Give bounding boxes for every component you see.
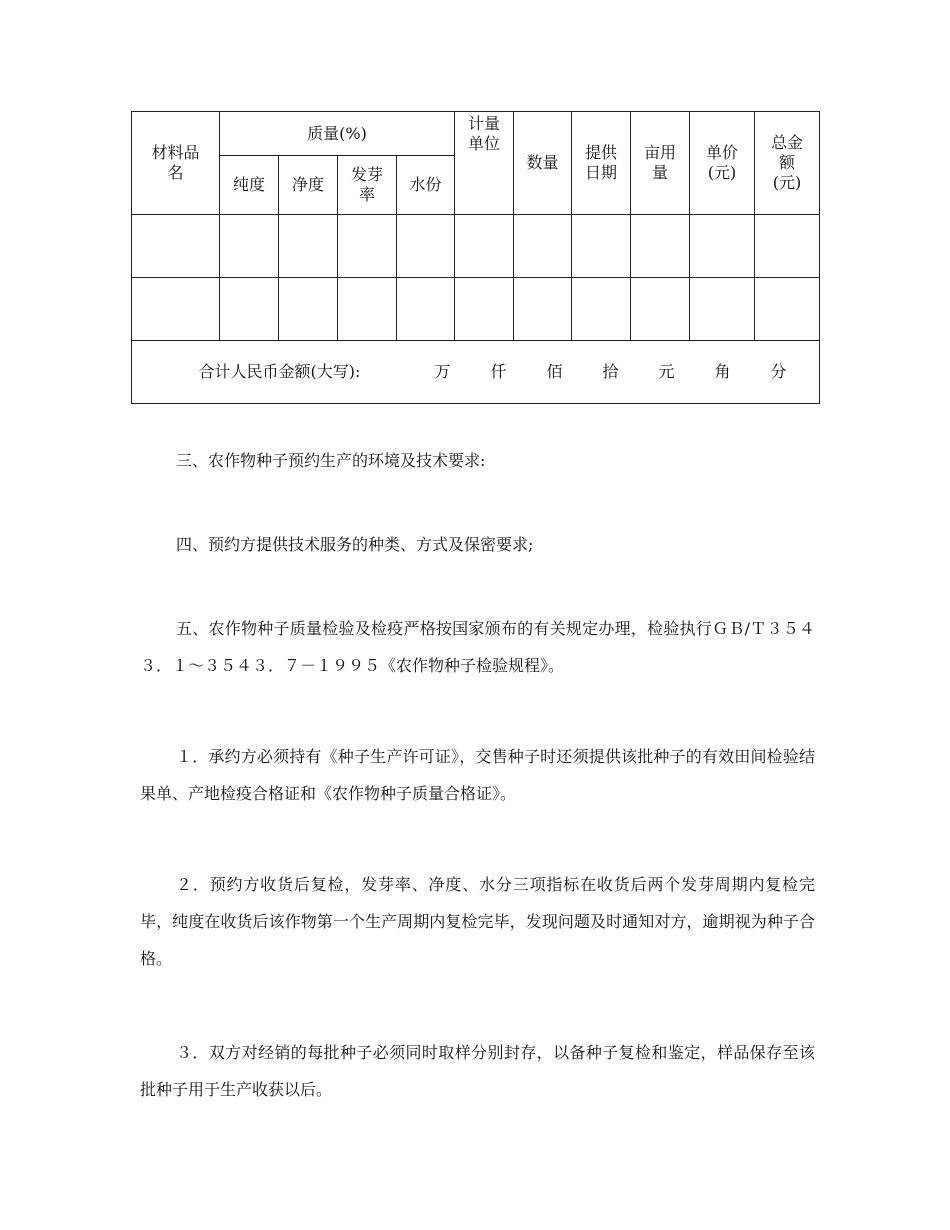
header-unit-price: 单价 (元) [690,112,755,215]
table-cell [631,278,690,341]
table-cell [279,215,338,278]
header-unit: 计量 单位 [455,112,514,215]
header-germination: 发芽 率 [338,156,397,215]
table-cell [397,278,455,341]
table-cell [455,278,514,341]
table-cell [338,278,397,341]
clause-3-paragraph: ３．双方对经销的每批种子必须同时取样分别封存，以备种子复检和鉴定，样品保存至该批种子用于生产收获以后。 [140,1043,815,1099]
total-amount-cell [132,341,820,404]
table-cell [397,215,455,278]
table-cell [572,278,631,341]
unit-qian: 仟 [490,362,507,381]
section-4-paragraph: 四、预约方提供技术服务的种类、方式及保密要求; [176,535,534,554]
clause-1-paragraph: １．承约方必须持有《种子生产许可证》，交售种子时还须提供该批种子的有效田间检验结果单、产地检疫合格证和《农作物种子质量合格证》。 [140,747,815,803]
clause-2-paragraph: ２．预约方收货后复检，发芽率、净度、水分三项指标在收货后两个发芽周期内复检完毕，纯度在收货后该作物第一个生产周期内复检完毕，发现问题及时通知对方，逾期视为种子合格。 [140,875,815,968]
unit-fen: 分 [770,362,787,381]
material-quality-table [131,111,820,404]
table-cell [631,215,690,278]
header-supply-date: 提供 日期 [572,112,631,215]
unit-bai: 佰 [546,362,563,381]
table-total-row [132,341,820,404]
header-purity: 纯度 [220,156,279,215]
unit-jiao: 角 [714,362,731,381]
unit-shi: 拾 [602,362,619,381]
table-cell [514,278,572,341]
table-row [132,215,820,278]
header-per-mu: 亩用 量 [631,112,690,215]
table-cell [514,215,572,278]
table-cell [338,215,397,278]
section-3-paragraph: 三、农作物种子预约生产的环境及技术要求: [176,451,486,470]
table-cell [132,278,220,341]
unit-yuan: 元 [658,362,675,381]
table-row [132,278,820,341]
table-header-row-1 [132,112,820,156]
header-cleanliness: 净度 [279,156,338,215]
header-total-amount: 总金 额 (元) [755,112,820,215]
table-cell [220,215,279,278]
table-cell [690,278,755,341]
section-5-paragraph: 五、农作物种子质量检验及检疫严格按国家颁布的有关规定办理，检验执行ＧＢ/Ｔ３５４３．１～３５４３．７－１９９５《农作物种子检验规程》。 [140,619,815,675]
table-cell [279,278,338,341]
table-cell [755,278,820,341]
table-cell [132,215,220,278]
table-cell [572,215,631,278]
table-cell [455,215,514,278]
header-material-name: 材料品 名 [132,112,220,215]
header-moisture: 水份 [397,156,455,215]
unit-wan: 万 [434,362,451,381]
table-cell [220,278,279,341]
table-cell [755,215,820,278]
total-amount-label: 合计人民币金额(大写): [198,362,361,381]
header-quality: 质量(%) [220,112,455,156]
header-quantity: 数量 [514,112,572,215]
table-cell [690,215,755,278]
